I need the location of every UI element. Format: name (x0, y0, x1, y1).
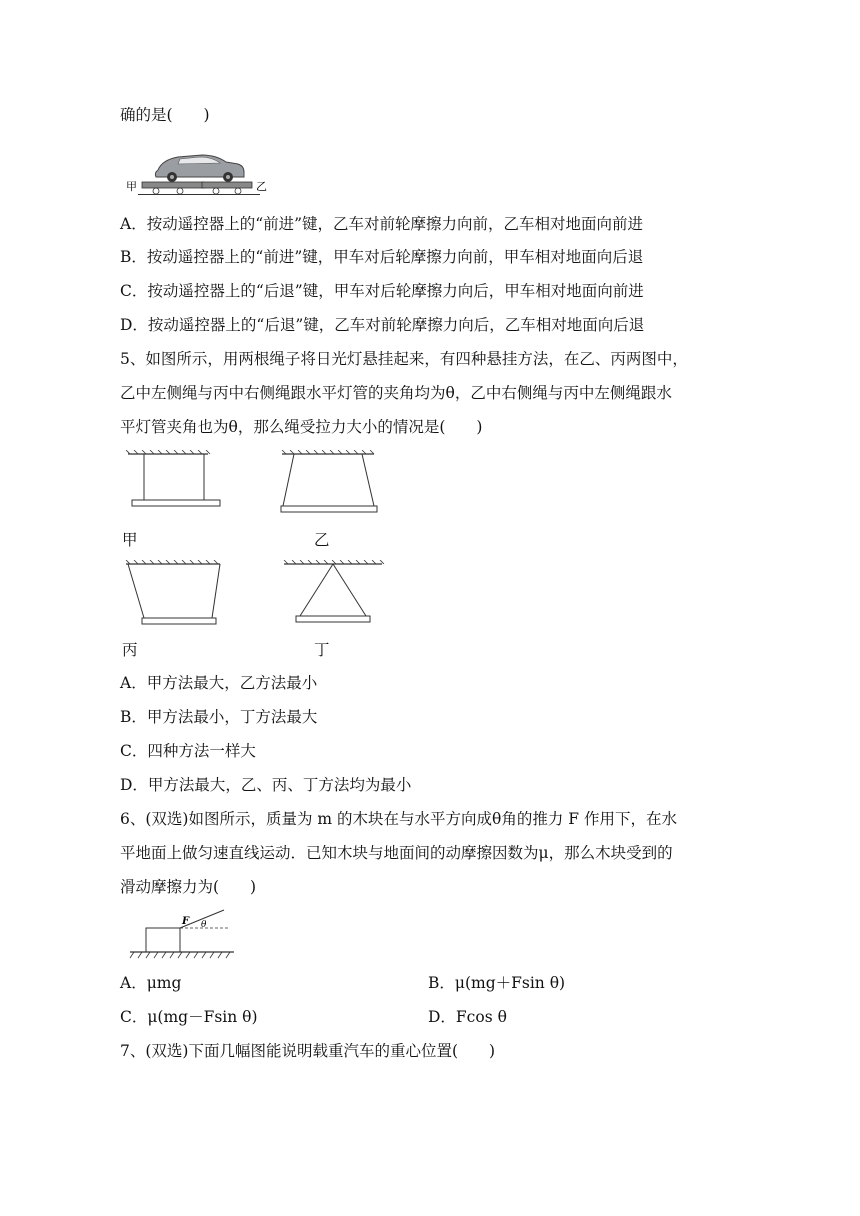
q4-label-right: 乙 (256, 180, 267, 193)
q5-option-b: B．甲方法最小，丁方法最大 (120, 708, 318, 726)
q5-stem-line-3: 平灯管夹角也为θ，那么绳受拉力大小的情况是( ) (120, 418, 483, 436)
q5-figure-ding (282, 560, 386, 628)
q5-option-a: A．甲方法最大，乙方法最小 (120, 674, 318, 692)
q4-option-a: A．按动遥控器上的“前进”键，乙车对前轮摩擦力向前，乙车相对地面向前进 (120, 215, 644, 233)
cart-left (142, 182, 204, 188)
force-label: F (182, 916, 190, 927)
q6-option-d: D．Fcos θ (428, 1008, 507, 1026)
q5-label-yi: 乙 (314, 531, 330, 549)
q5-label-jia: 甲 (122, 531, 138, 549)
angle-label: θ (201, 920, 207, 930)
q4-option-d: D．按动遥控器上的“后退”键，乙车对前轮摩擦力向后，乙车相对地面向后退 (120, 316, 645, 334)
car-image (155, 155, 244, 182)
q5-label-bing: 丙 (122, 641, 138, 659)
q6-stem-line-3: 滑动摩擦力为( ) (120, 878, 257, 896)
q7-stem: 7、(双选)下面几幅图能说明载重汽车的重心位置( ) (120, 1042, 496, 1060)
q4-option-b: B．按动遥控器上的“前进”键，甲车对后轮摩擦力向前，甲车相对地面向后退 (120, 248, 644, 266)
q4-option-c: C．按动遥控器上的“后退”键，甲车对后轮摩擦力向后，甲车相对地面向前进 (120, 282, 644, 300)
q5-option-c: C．四种方法一样大 (120, 742, 256, 760)
q5-figure-bing (122, 560, 226, 628)
q5-option-d: D．甲方法最大，乙、丙、丁方法均为最小 (120, 776, 412, 794)
q5-figure-yi (278, 450, 380, 516)
q4-label-left: 甲 (126, 180, 137, 193)
wooden-block (146, 928, 180, 952)
q6-stem-line-2: 平地面上做匀速直线运动．已知木块与地面间的动摩擦因数为μ，那么木块受到的 (120, 844, 673, 862)
q4-figure-car-on-carts (120, 150, 280, 196)
q5-figure-jia (124, 450, 224, 514)
q6-option-a: A．μmg (120, 974, 182, 992)
q6-figure-block (126, 908, 238, 960)
q5-stem-line-1: 5、如图所示，用两根绳子将日光灯悬挂起来，有四种悬挂方法，在乙、丙两图中， (120, 350, 688, 368)
q6-option-b: B．μ(mg＋Fsin θ) (428, 974, 566, 992)
cart-right (202, 182, 252, 188)
q5-stem-line-2: 乙中左侧绳与丙中右侧绳跟水平灯管的夹角均为θ，乙中右侧绳与丙中左侧绳跟水 (120, 384, 672, 402)
q6-stem-line-1: 6、(双选)如图所示，质量为 m 的木块在与水平方向成θ角的推力 F 作用下，在水 (120, 810, 677, 828)
q4-stem-tail: 确的是( ) (120, 106, 210, 124)
q6-option-c: C．μ(mg－Fsin θ) (120, 1008, 258, 1026)
q5-label-ding: 丁 (314, 641, 330, 659)
